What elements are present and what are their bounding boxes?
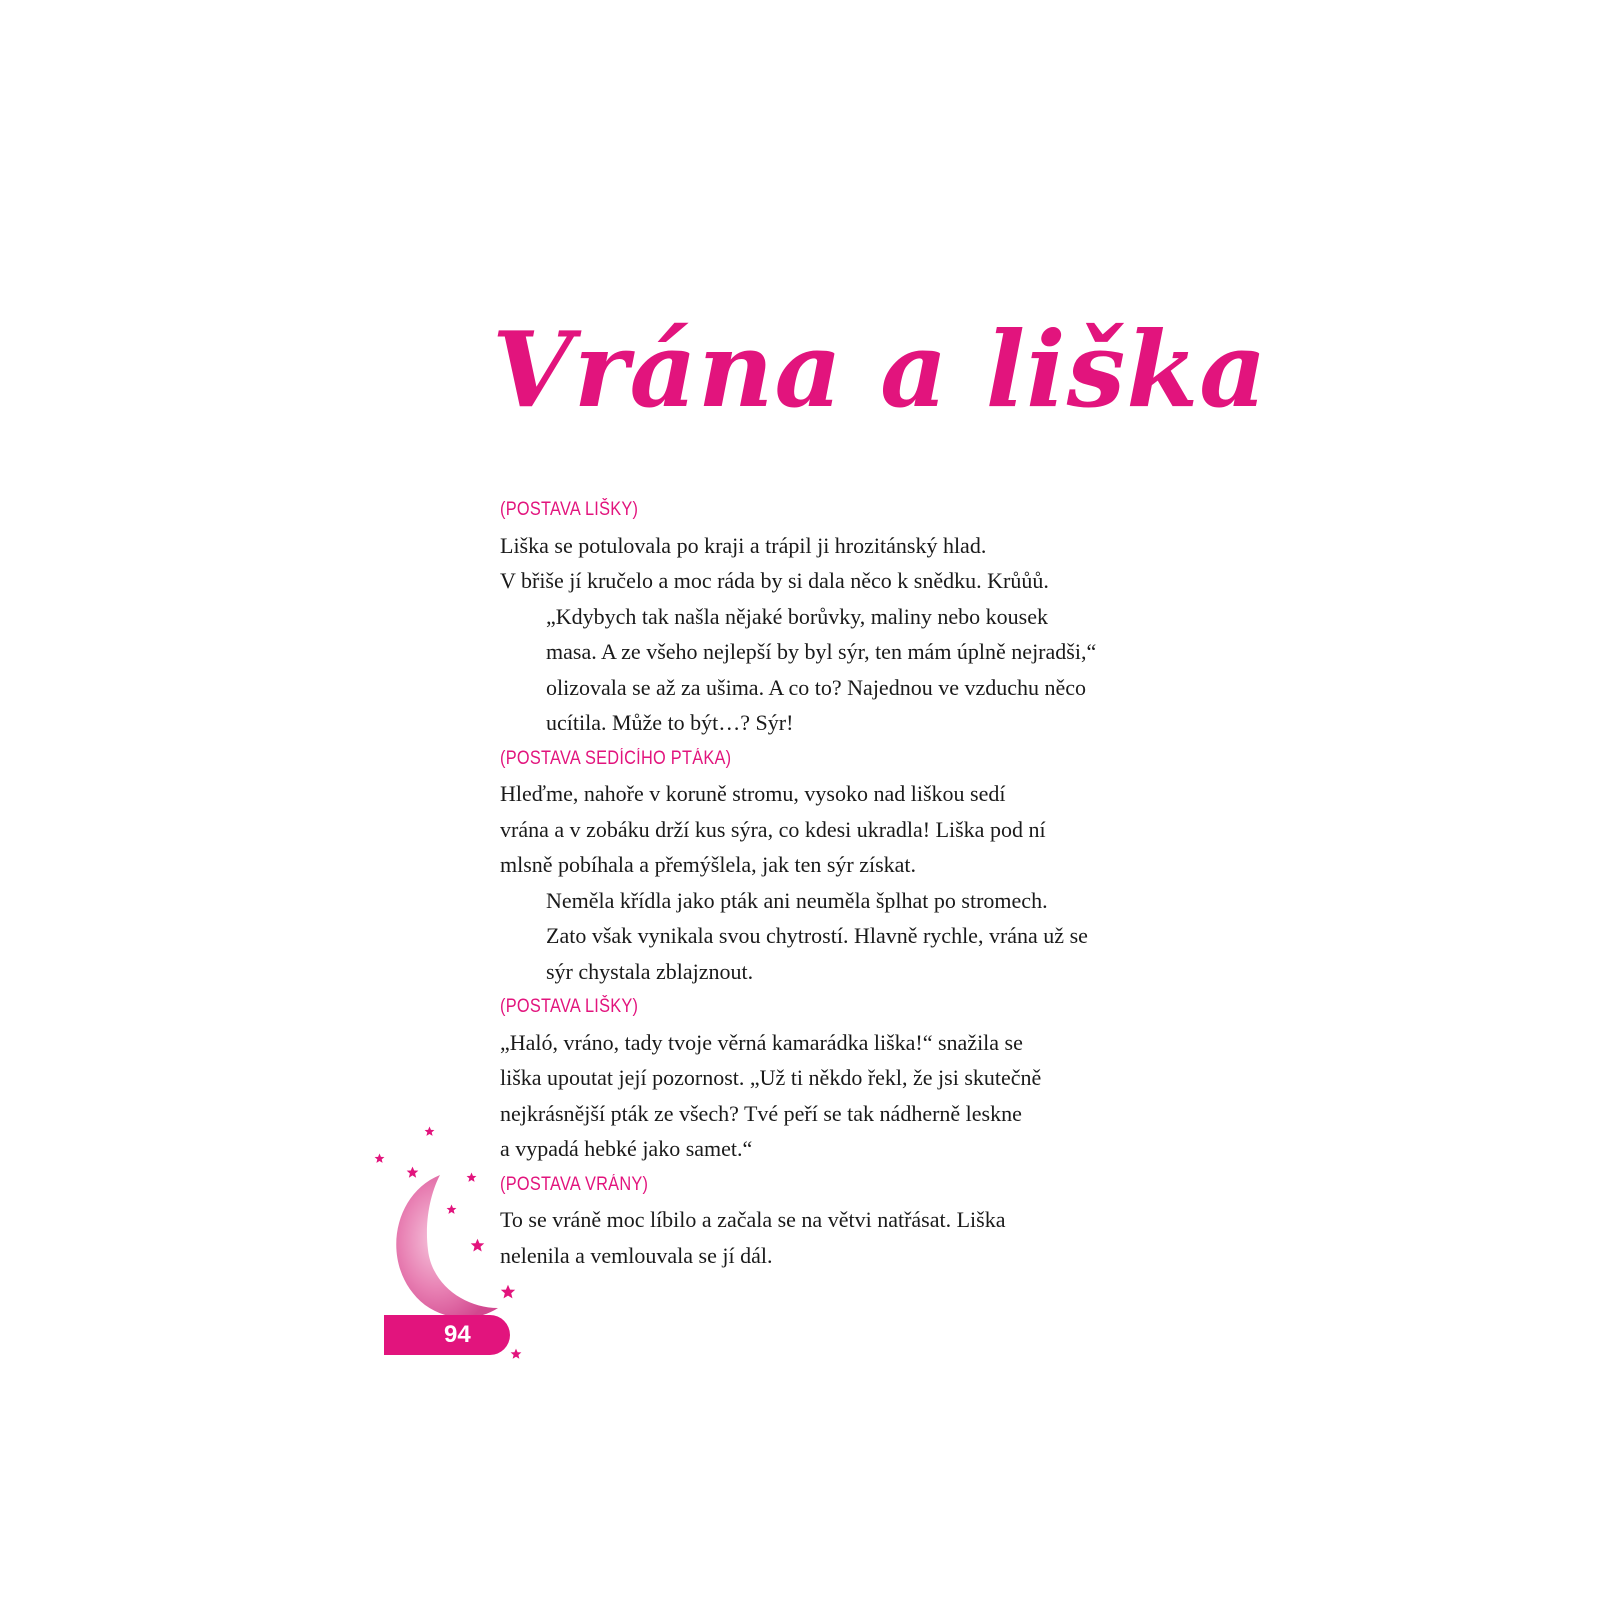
text-line: liška upoutat její pozornost. „Už ti někdo řekl, že jsi skutečně	[500, 1065, 1042, 1090]
story-paragraph	[500, 528, 1120, 599]
story-paragraph	[500, 599, 1120, 741]
page-title: Vrána a liška	[492, 308, 1268, 431]
role-heading: (POSTAVA SEDÍCÍHO PTÁKA)	[500, 747, 732, 769]
page-number: 94	[444, 1321, 471, 1348]
text-line: „Haló, vráno, tady tvoje věrná kamarádka liška!“ snažila se	[500, 1029, 1023, 1055]
text-line: sýr chystala zblajznout.	[546, 958, 754, 984]
text-line: vrána a v zobáku drží kus sýra, co kdesi ukradla! Liška pod ní	[500, 816, 1046, 842]
text-line: a vypadá hebké jako samet.“	[500, 1136, 753, 1161]
text-line: Zato však vynikala svou chytrostí. Hlavně rychle, vrána už se	[546, 923, 1088, 948]
text-line: V břiše jí kručelo a moc ráda by si dala něco k snědku. Krůůů.	[500, 568, 1049, 593]
story-paragraph	[500, 1202, 1120, 1273]
text-line: Liška se potulovala po kraji a trápil ji hrozitánský hlad.	[500, 532, 987, 558]
moon-icon	[396, 1175, 498, 1318]
story-paragraph	[500, 1025, 1120, 1167]
text-line: To se vráně moc líbilo a začala se na větvi natřásat. Liška	[500, 1207, 1006, 1232]
role-heading: (POSTAVA LIŠKY)	[500, 996, 639, 1017]
story-paragraph	[500, 776, 1120, 883]
text-line: nelenila a vemlouvala se jí dál.	[500, 1242, 773, 1268]
text-line: mlsně pobíhala a přemýšlela, jak ten sýr získat.	[500, 852, 917, 877]
story-body	[500, 492, 1120, 1273]
text-line: nejkrásnější pták ze všech? Tvé peří se tak nádherně leskne	[500, 1100, 1022, 1126]
role-heading: (POSTAVA LIŠKY)	[500, 499, 639, 520]
text-line: ucítila. Může to být…? Sýr!	[546, 710, 794, 735]
role-heading: (POSTAVA VRÁNY)	[500, 1173, 649, 1195]
text-line: Hleďme, nahoře v koruně stromu, vysoko nad liškou sedí	[500, 781, 1006, 806]
text-line: „Kdybych tak našla nějaké borůvky, maliny nebo kousek	[546, 603, 1048, 629]
story-paragraph	[500, 883, 1120, 990]
text-line: olizovala se až za ušima. A co to? Najednou ve vzduchu něco	[546, 674, 1087, 700]
text-line: Neměla křídla jako pták ani neuměla šplhat po stromech.	[546, 887, 1048, 913]
text-line: masa. A ze všeho nejlepší by byl sýr, ten mám úplně nejradši,“	[546, 639, 1097, 664]
